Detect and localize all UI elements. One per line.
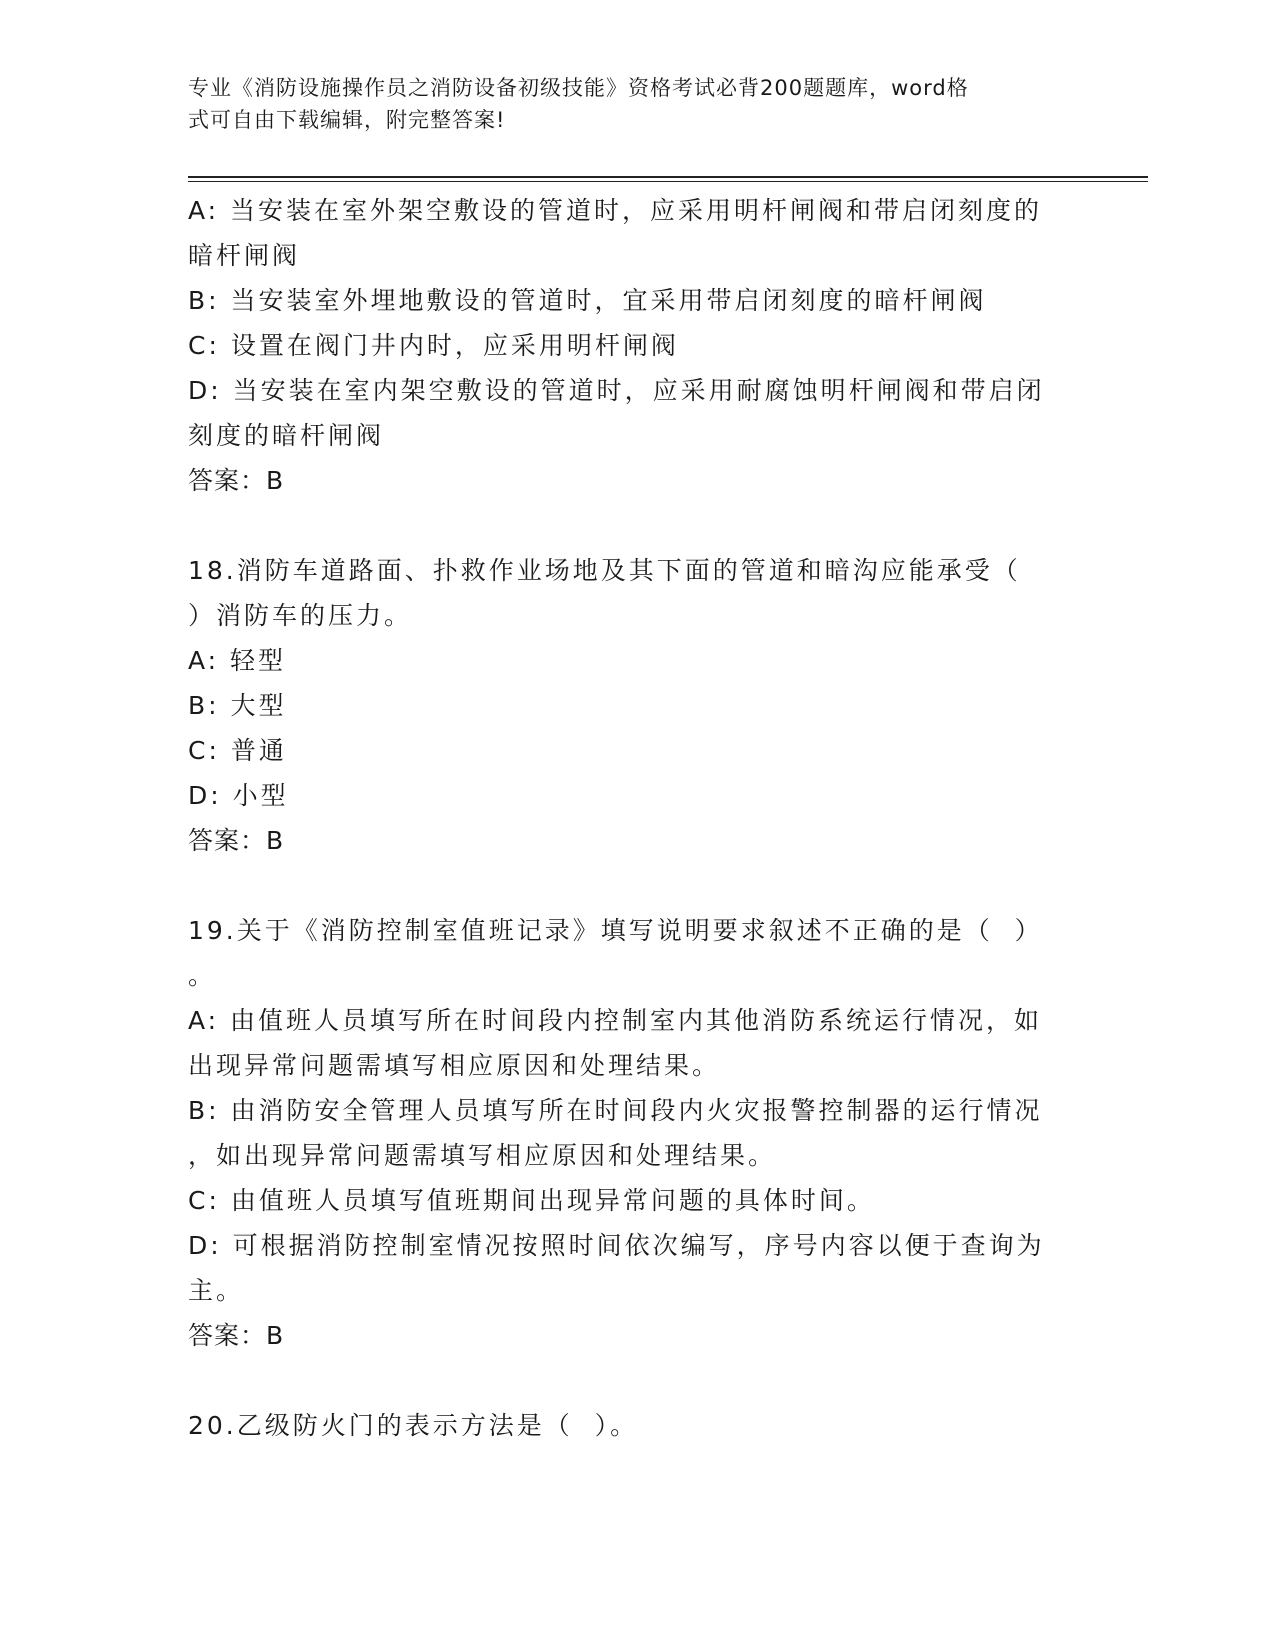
q18-option-c: C: 普通 <box>188 736 287 765</box>
question-19 <box>188 908 1148 1358</box>
q19-option-d-line-1: D: 可根据消防控制室情况按照时间依次编写，序号内容以便于查询为 <box>188 1231 1045 1260</box>
q19-option-c: C: 由值班人员填写值班期间出现异常问题的具体时间。 <box>188 1186 875 1215</box>
header-line-2: 式可自由下载编辑，附完整答案! <box>188 108 506 132</box>
question-20 <box>188 1403 1148 1448</box>
header-divider <box>188 176 1148 182</box>
spacer <box>188 863 1148 908</box>
question-18 <box>188 548 1148 863</box>
q18-option-b: B: 大型 <box>188 691 287 720</box>
q18-option-d: D: 小型 <box>188 781 289 810</box>
q18-stem-line-1: 18.消防车道路面、扑救作业场地及其下面的管道和暗沟应能承受（ <box>188 556 1021 585</box>
q18-option-a: A: 轻型 <box>188 646 287 675</box>
q19-option-b-line-1: B: 由消防安全管理人员填写所在时间段内火灾报警控制器的运行情况 <box>188 1096 1043 1125</box>
q19-option-a-line-1: A: 由值班人员填写所在时间段内控制室内其他消防系统运行情况，如 <box>188 1006 1043 1035</box>
document-page <box>188 72 1148 1448</box>
spacer <box>188 503 1148 548</box>
q17-option-c: C: 设置在阀门井内时，应采用明杆闸阀 <box>188 331 679 360</box>
header-line-1: 专业《消防设施操作员之消防设备初级技能》资格考试必背200题题库，word格 <box>188 76 969 100</box>
q19-answer: 答案：B <box>188 1321 285 1350</box>
question-content <box>188 188 1148 1448</box>
q20-stem-line-1: 20.乙级防火门的表示方法是（ ）。 <box>188 1411 639 1440</box>
q17-option-a-line-1: A: 当安装在室外架空敷设的管道时，应采用明杆闸阀和带启闭刻度的 <box>188 196 1043 225</box>
q17-option-b: B: 当安装室外埋地敷设的管道时，宜采用带启闭刻度的暗杆闸阀 <box>188 286 987 315</box>
spacer <box>188 1358 1148 1403</box>
q17-answer: 答案：B <box>188 466 285 495</box>
q19-option-b-line-2: ，如出现异常问题需填写相应原因和处理结果。 <box>188 1141 777 1170</box>
document-header <box>188 72 1068 136</box>
q19-option-d-line-2: 主。 <box>188 1276 245 1305</box>
q19-option-a-line-2: 出现异常问题需填写相应原因和处理结果。 <box>188 1051 721 1080</box>
question-17 <box>188 188 1148 503</box>
q19-stem-line-1: 19.关于《消防控制室值班记录》填写说明要求叙述不正确的是（ ） <box>188 916 1043 945</box>
q17-option-a-line-2: 暗杆闸阀 <box>188 241 301 270</box>
q17-option-d-line-1: D: 当安装在室内架空敷设的管道时，应采用耐腐蚀明杆闸阀和带启闭 <box>188 376 1045 405</box>
q18-answer: 答案：B <box>188 826 285 855</box>
q19-stem-line-2: 。 <box>188 961 217 990</box>
q17-option-d-line-2: 刻度的暗杆闸阀 <box>188 421 385 450</box>
q18-stem-line-2: ）消防车的压力。 <box>188 601 413 630</box>
